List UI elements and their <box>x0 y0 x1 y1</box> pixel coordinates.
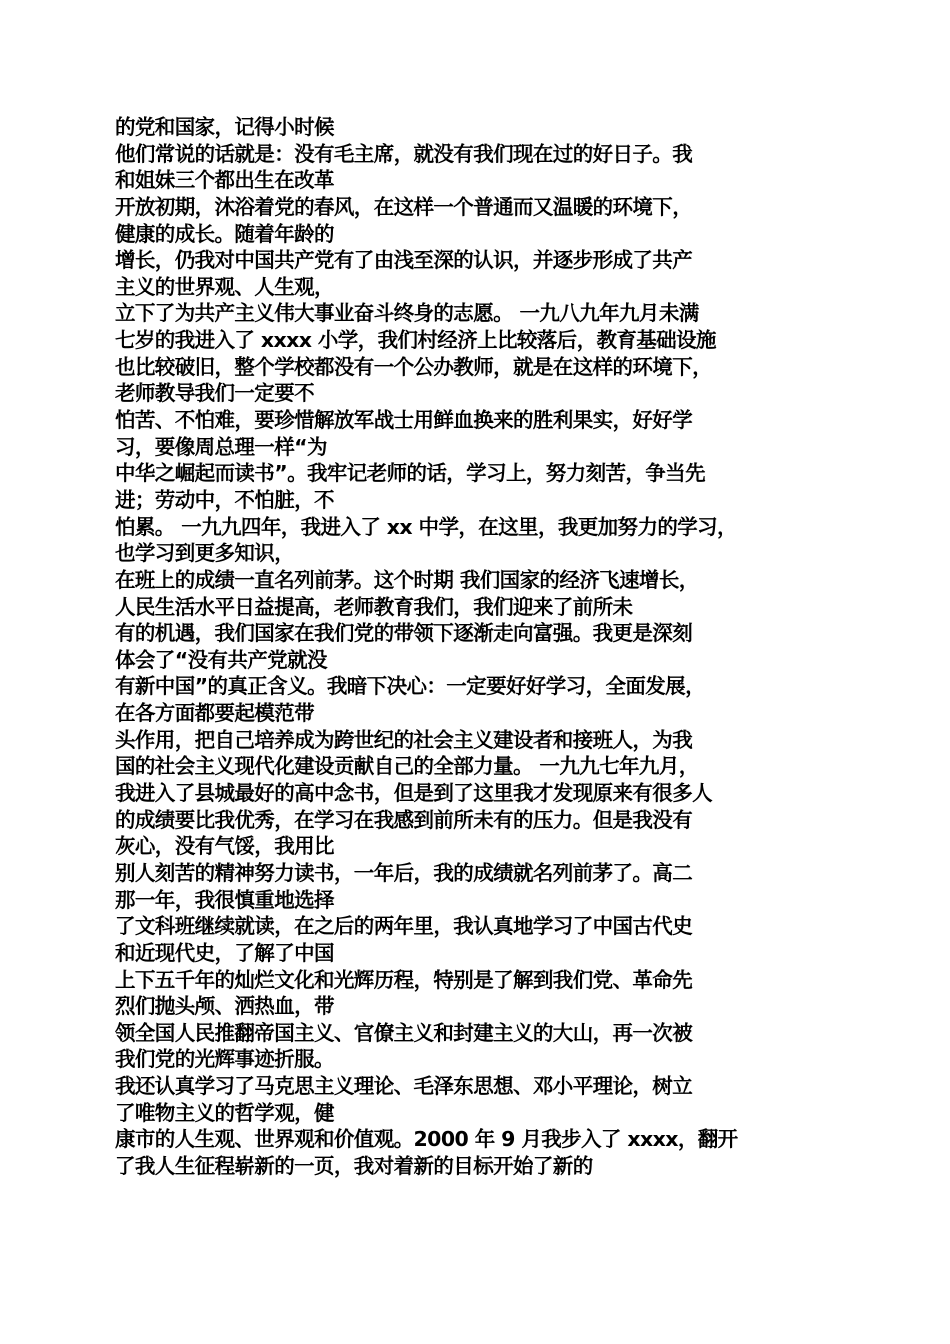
text-line: 有新中国”的真正含义。我暗下决心：一定要好好学习，全面发展， <box>115 674 705 699</box>
text-line: 中华之崛起而读书”。我牢记老师的话，学习上，努力刻苦，争当先 <box>115 461 705 486</box>
text-line: 上下五千年的灿烂文化和光辉历程，特别是了解到我们党、革命先 <box>115 967 693 992</box>
text-line: 领全国人民推翻帝国主义、官僚主义和封建主义的大山，再一次被 <box>115 1020 693 1045</box>
text-line: 头作用，把自己培养成为跨世纪的社会主义建设者和接班人，为我 <box>115 727 693 752</box>
body-text <box>115 114 845 1180</box>
text-line: 那一年，我很慎重地选择 <box>115 887 334 912</box>
text-line: 进；劳动中，不怕脏，不 <box>115 487 334 512</box>
text-line: 立下了为共产主义伟大事业奋斗终身的志愿。 一九八九年九月未满 <box>115 301 699 326</box>
text-line: 他们常说的话就是：没有毛主席，就没有我们现在过的好日子。我 <box>115 141 693 166</box>
text-line: 了文科班继续就读，在之后的两年里，我认真地学习了中国古代史 <box>115 914 693 939</box>
text-line: 主义的世界观、人生观， <box>115 274 334 299</box>
text-line: 增长，仍我对中国共产党有了由浅至深的认识，并逐步形成了共产 <box>115 248 693 273</box>
text-line: 灰心，没有气馁，我用比 <box>115 834 334 859</box>
text-line: 习，要像周总理一样“为 <box>115 434 327 459</box>
text-line: 我们党的光辉事迹折服。 <box>115 1047 334 1072</box>
text-line: 体会了“没有共产党就没 <box>115 647 327 672</box>
text-line: 我进入了县城最好的高中念书，但是到了这里我才发现原来有很多人 <box>115 781 712 806</box>
text-line: 怕苦、不怕难，要珍惜解放军战士用鲜血换来的胜利果实，好好学 <box>115 408 693 433</box>
text-line: 了我人生征程崭新的一页，我对着新的目标开始了新的 <box>115 1153 593 1178</box>
text-line: 在各方面都要起模范带 <box>115 701 314 726</box>
text-line: 了唯物主义的哲学观，健 <box>115 1100 334 1125</box>
text-line: 也比较破旧，整个学校都没有一个公办教师，就是在这样的环境下， <box>115 354 712 379</box>
text-line: 的成绩要比我优秀，在学习在我感到前所未有的压力。但是我没有 <box>115 807 693 832</box>
text-line: 康市的人生观、世界观和价值观。2000 年 9 月我步入了 xxxx，翻开 <box>115 1127 738 1152</box>
text-line: 别人刻苦的精神努力读书，一年后，我的成绩就名列前茅了。高二 <box>115 860 693 885</box>
text-line: 和姐妹三个都出生在改革 <box>115 168 334 193</box>
text-line: 健康的成长。随着年龄的 <box>115 221 334 246</box>
text-line: 老师教导我们一定要不 <box>115 381 314 406</box>
text-line: 人民生活水平日益提高，老师教育我们，我们迎来了前所未 <box>115 594 633 619</box>
text-line: 我还认真学习了马克思主义理论、毛泽东思想、邓小平理论，树立 <box>115 1074 693 1099</box>
text-line: 也学习到更多知识， <box>115 541 295 566</box>
text-line: 七岁的我进入了 xxxx 小学，我们村经济上比较落后，教育基础设施 <box>115 328 716 353</box>
text-line: 有的机遇，我们国家在我们党的带领下逐渐走向富强。我更是深刻 <box>115 621 693 646</box>
text-line: 在班上的成绩一直名列前茅。这个时期 我们国家的经济飞速增长， <box>115 567 699 592</box>
text-line: 烈们抛头颅、洒热血，带 <box>115 994 334 1019</box>
text-line: 和近现代史，了解了中国 <box>115 940 334 965</box>
text-line: 国的社会主义现代化建设贡献自己的全部力量。 一九九七年九月， <box>115 754 699 779</box>
text-line: 怕累。 一九九四年，我进入了 xx 中学，在这里，我更加努力的学习， <box>115 514 737 539</box>
text-line: 开放初期，沐浴着党的春风，在这样一个普通而又温暖的环境下， <box>115 194 693 219</box>
text-line: 的党和国家，记得小时候 <box>115 115 334 139</box>
